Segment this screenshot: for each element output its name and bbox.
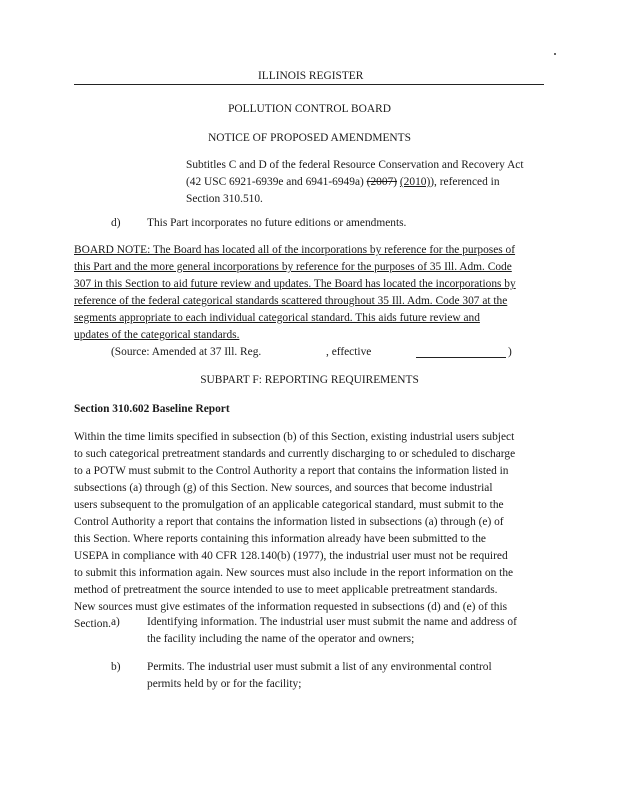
item-b-letter: b) — [111, 661, 121, 673]
board-note-line: segments appropriate to each individual categorical standard. This aids future review and — [74, 312, 480, 324]
source-prefix: (Source: Amended at 37 Ill. Reg. — [111, 346, 262, 358]
subpart-title: SUBPART F: REPORTING REQUIREMENTS — [200, 374, 419, 386]
item-a-text — [147, 614, 557, 648]
item-a-line: the facility including the name of the operator and owners; — [147, 633, 415, 645]
item-a-letter: a) — [111, 616, 120, 628]
scan-speck — [554, 53, 556, 55]
body-line: subsections (a) through (g) of this Section. New sources, and sources that become industrial — [74, 482, 493, 494]
item-a-line: Identifying information. The industrial user must submit the name and address of — [147, 616, 517, 628]
notice-title: NOTICE OF PROPOSED AMENDMENTS — [208, 132, 411, 144]
subtitle-reference: ), referenced in — [430, 176, 500, 188]
body-line: this Section. Where reports containing this information already have been submitted to the — [74, 533, 486, 545]
body-line: to such categorical pretreatment standards and currently discharging to or scheduled to discharge — [74, 448, 516, 460]
board-note-line: reference of the federal categorical standards scattered throughout 35 Ill. Adm. Code 307 at the — [74, 295, 508, 307]
subtitle-line-2 — [186, 174, 566, 191]
register-title: ILLINOIS REGISTER — [258, 70, 364, 82]
board-note-line: this Part and the more general incorporations by reference for the purposes of 35 Ill. Adm. Code — [74, 261, 512, 273]
subtitle-line-3: Section 310.510. — [186, 193, 263, 205]
board-note-line: updates of the categorical standards. — [74, 329, 240, 341]
source-suffix: ) — [508, 346, 512, 358]
header-rule — [74, 84, 544, 85]
item-b-line: Permits. The industrial user must submit a list of any environmental control — [147, 661, 492, 673]
board-note-line: BOARD NOTE: The Board has located all of the incorporations by reference for the purposes of — [74, 244, 516, 256]
body-line: Within the time limits specified in subsection (b) of this Section, existing industrial users subject — [74, 431, 515, 443]
body-line: USEPA in compliance with 40 CFR 128.140(b) (1977), the industrial user must not be required — [74, 550, 508, 562]
body-line: Section. — [74, 618, 112, 630]
board-name: POLLUTION CONTROL BOARD — [228, 103, 391, 115]
item-b-line: permits held by or for the facility; — [147, 678, 302, 690]
added-year: (2010) — [399, 176, 431, 188]
board-note — [74, 242, 554, 344]
source-effective: , effective — [326, 346, 372, 358]
body-line: users subsequent to the promulgation of an applicable categorical standard, must submit to the — [74, 499, 504, 511]
subtitle-citation: (42 USC 6921-6939e and 6941-6949a) — [186, 176, 367, 188]
item-d-text: This Part incorporates no future editions or amendments. — [147, 217, 407, 229]
effective-date-blank — [416, 357, 506, 358]
body-line: method of pretreatment the source intended to use to meet applicable pretreatment standards. — [74, 584, 498, 596]
body-line: Control Authority a report that contains the information listed in subsections (a) through (e) of — [74, 516, 504, 528]
subtitle-block — [186, 157, 566, 208]
board-note-line: 307 in this Section to aid future review and updates. The Board has located the incorporations by — [74, 278, 516, 290]
body-line: to a POTW must submit to the Control Authority a report that contains the information listed in — [74, 465, 509, 477]
body-line: New sources must give estimates of the information requested in subsections (d) and (e) of this — [74, 601, 508, 613]
body-line: to submit this information again. New sources must also include in the report information on the — [74, 567, 514, 579]
section-heading: Section 310.602 Baseline Report — [74, 403, 230, 415]
body-paragraph — [74, 429, 554, 633]
subtitle-line-1: Subtitles C and D of the federal Resource Conservation and Recovery Act — [186, 159, 524, 171]
struck-year: (2007) — [366, 176, 398, 188]
item-d-letter: d) — [111, 217, 121, 229]
item-b-text — [147, 659, 557, 693]
source-line — [111, 344, 531, 361]
